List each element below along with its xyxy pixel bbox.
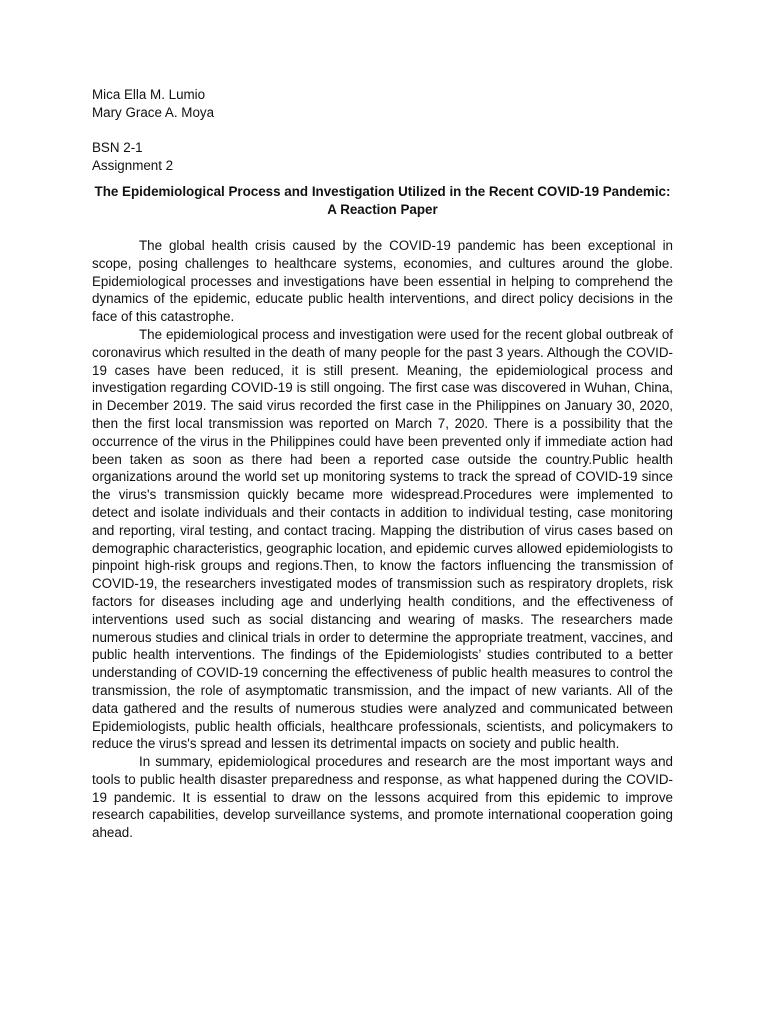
- document-page: [92, 86, 673, 842]
- assignment-label: Assignment 2: [92, 158, 174, 174]
- paragraph-body: The epidemiological process and investigation were used for the recent global outbreak of coronavirus which resulted in the death of many people for the past 3 years. Although the COVID-19 cases have been reduced, it is still present. Meaning, the epidemiological process and investigation regarding COVID-19 is still ongoing. The first case was discovered in Wuhan, China, in December 2019. The said virus recorded the first case in the Philippines on January 30, 2020, then the first local transmission was reported on March 7, 2020. There is a possibility that the occurrence of the virus in the Philippines could have been prevented only if immediate action had been taken as soon as there had been a reported case outside the country.Public health organizations around the world set up monitoring systems to track the spread of COVID-19 since the virus's transmission quickly became more widespread.Procedures were implemented to detect and isolate individuals and their contacts in addition to individual testing, case monitoring and reporting, viral testing, and contact tracing. Mapping the distribution of virus cases based on demographic characteristics, geographic location, and epidemic curves allowed epidemiologists to pinpoint high-risk groups and regions.Then, to know the factors influencing the transmission of COVID-19, the researchers investigated modes of transmission such as respiratory droplets, risk factors for diseases including age and underlying health conditions, and the effectiveness of interventions used such as social distancing and wearing of masks. The researchers made numerous studies and clinical trials in order to determine the appropriate treatment, vaccines, and public health interventions. The findings of the Epidemiologists’ studies contributed to a better understanding of COVID-19 concerning the effectiveness of public health measures to control the transmission, the role of asymptomatic transmission, and the impact of new variants. All of the data gathered and the results of numerous studies were analyzed and communicated between Epidemiologists, public health officials, healthcare professionals, scientists, and policymakers to reduce the virus's spread and lessen its detrimental impacts on society and public health.: [92, 326, 673, 752]
- paragraph-summary: In summary, epidemiological procedures and research are the most important ways and tools to public health disaster preparedness and response, as what happened during the COVID-19 pandemic. It is essential to draw on the lessons acquired from this epidemic to improve research capabilities, develop surveillance systems, and promote international cooperation going ahead.: [92, 754, 673, 841]
- paragraph-intro: The global health crisis caused by the COVID-19 pandemic has been exceptional in scope, posing challenges to healthcare systems, economies, and cultures around the globe. Epidemiological processes and investigations have been essential in helping to comprehend the dynamics of the epidemic, educate public health interventions, and direct policy decisions in the face of this catastrophe.: [92, 237, 673, 325]
- author-name-1: Mica Ella M. Lumio: [92, 87, 206, 102]
- author-name-2: Mary Grace A. Moya: [92, 104, 215, 120]
- section-label: BSN 2-1: [92, 140, 143, 156]
- spacer: [92, 122, 673, 140]
- paper-title: The Epidemiological Process and Investigation Utilized in the Recent COVID-19 Pandemic: A Reaction Paper: [94, 183, 671, 217]
